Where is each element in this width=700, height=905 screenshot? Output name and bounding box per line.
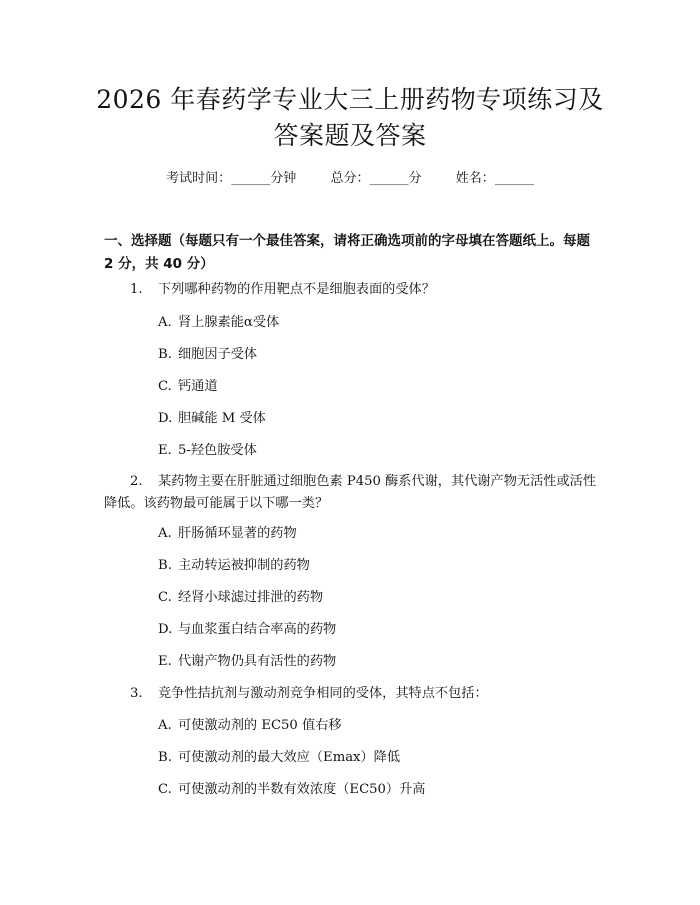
option-letter: B.: [158, 750, 172, 765]
question-3: [104, 683, 598, 705]
option-3c: [158, 780, 426, 800]
option-text: 肾上腺素能α受体: [178, 315, 280, 330]
question-text: 下列哪种药物的作用靶点不是细胞表面的受体？: [158, 282, 435, 297]
question-2: [104, 471, 598, 515]
question-1: [104, 279, 598, 301]
option-text: 可使激动剂的半数有效浓度（EC50）升高: [178, 782, 426, 797]
option-text: 可使激动剂的 EC50 值右移: [178, 718, 342, 733]
question-number: 3.: [130, 686, 143, 701]
option-text: 经肾小球滤过排泄的药物: [178, 590, 324, 605]
option-2d: [158, 620, 336, 640]
option-letter: A.: [158, 526, 172, 541]
document-title-line-2: 答案题及答案: [273, 121, 427, 150]
total-score-unit: 分: [408, 171, 422, 186]
option-2e: [158, 652, 336, 672]
student-name-label: 姓名：: [455, 171, 495, 186]
option-letter: D.: [158, 622, 173, 637]
question-text: 竞争性拮抗剂与激动剂竞争相同的受体，其特点不包括：: [158, 686, 488, 701]
exam-time-blank: ______: [231, 171, 271, 186]
option-1c: [158, 377, 218, 397]
question-number: 2.: [130, 474, 143, 489]
document-title-line-1: 2026 年春药学专业大三上册药物专项练习及: [96, 85, 604, 114]
total-score-blank: ______: [369, 171, 409, 186]
option-letter: A.: [158, 315, 172, 330]
student-name-blank: ______: [494, 171, 534, 186]
option-text: 主动转运被抑制的药物: [178, 558, 310, 573]
exam-info-line: [0, 170, 700, 188]
option-letter: C.: [158, 379, 172, 394]
option-1a: [158, 313, 279, 333]
option-text: 代谢产物仍具有活性的药物: [178, 654, 337, 669]
option-3a: [158, 716, 342, 736]
exam-time-unit: 分钟: [270, 171, 297, 186]
option-letter: B.: [158, 347, 172, 362]
option-2c: [158, 588, 323, 608]
option-text: 钙通道: [178, 379, 218, 394]
option-text: 肝肠循环显著的药物: [178, 526, 297, 541]
option-text: 胆碱能 M 受体: [178, 411, 266, 426]
total-score-label: 总分：: [330, 171, 370, 186]
option-1b: [158, 345, 257, 365]
question-number: 1.: [130, 282, 143, 297]
option-3b: [158, 748, 400, 768]
option-letter: C.: [158, 590, 172, 605]
option-letter: B.: [158, 558, 172, 573]
option-text: 与血浆蛋白结合率高的药物: [178, 622, 337, 637]
section-heading: 一、选择题（每题只有一个最佳答案，请将正确选项前的字母填在答题纸上。每题 2 分，共 40 分）: [104, 233, 590, 272]
option-letter: A.: [158, 718, 172, 733]
option-letter: D.: [158, 411, 173, 426]
option-1e: [158, 441, 257, 461]
option-text: 细胞因子受体: [178, 347, 258, 362]
option-letter: C.: [158, 782, 172, 797]
option-text: 5-羟色胺受体: [178, 443, 257, 458]
question-text: 某药物主要在肝脏通过细胞色素 P450 酶系代谢，其代谢产物无活性或活性降低。该药物最可能属于以下哪一类？: [104, 474, 597, 511]
option-letter: E.: [158, 654, 172, 669]
option-2b: [158, 556, 310, 576]
option-letter: E.: [158, 443, 172, 458]
option-2a: [158, 524, 297, 544]
option-text: 可使激动剂的最大效应（Emax）降低: [178, 750, 401, 765]
exam-time-label: 考试时间：: [166, 171, 232, 186]
option-1d: [158, 409, 266, 429]
